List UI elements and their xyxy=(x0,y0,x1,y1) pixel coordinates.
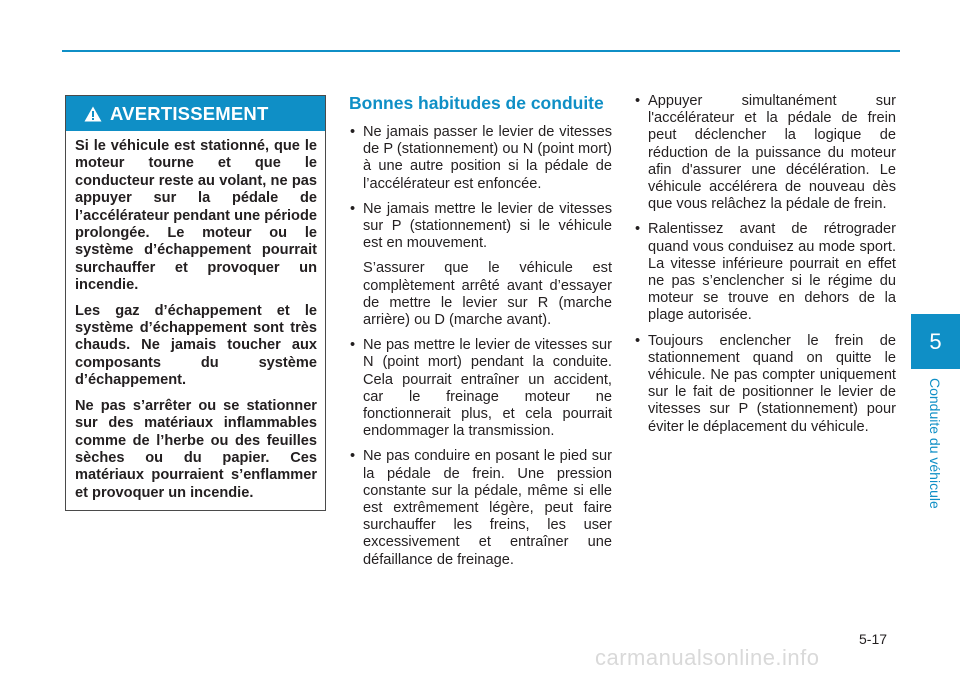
list-item xyxy=(347,201,612,329)
list-item-text: • Ne jamais passer le levier de vitesses de P (stationnement) ou N (point mort) à une autre position si la pédale de l’accélérateur est enfoncée. xyxy=(363,124,612,192)
column-middle xyxy=(347,93,612,577)
list-item xyxy=(632,333,896,436)
warning-triangle-icon xyxy=(84,106,102,122)
warning-paragraph: Ne pas s’arrêter ou se stationner sur des matériaux inflammables comme de l’herbe ou des feuilles sèches ou du papier. Ces matériaux pourraient s’enflammer et provoquer un incendie. xyxy=(75,397,317,501)
list-item xyxy=(347,337,612,440)
page-number: 5-17 xyxy=(859,631,888,647)
header-rule xyxy=(62,50,900,52)
list-item xyxy=(632,93,896,213)
list-item-text: S’assurer que le véhicule est complètement arrêté avant d’essayer de mettre le levier sur R (marche arrière) ou D (marche avant). xyxy=(363,260,612,329)
list-item-text: • Appuyer simultanément sur l'accélérateur et la pédale de frein peut déclencher la logique de réduction de la puissance du moteur afin d'assurer une décélération. Le véhicule accélérera de nouveau dès que vous relâchez la pédale de frein. xyxy=(648,93,896,213)
list-item-text: • Toujours enclencher le frein de stationnement quand on quitte le véhicule. Ne pas compter uniquement sur le fait de positionner le levier de vitesses sur P (stationnement) pour éviter le déplacement du véhicule. xyxy=(648,332,896,435)
list-item xyxy=(347,448,612,568)
bullet-list xyxy=(632,93,896,436)
list-item-text: • Ne jamais mettre le levier de vitesses sur P (stationnement) si le véhicule est en mouvement. xyxy=(363,200,612,252)
warning-header xyxy=(66,96,325,131)
list-item-text: • Ne pas mettre le levier de vitesses sur N (point mort) pendant la conduite. Cela pourrait entraîner un accident, car le freinage moteur ne fonctionnerait plus, et cela pourrait endommager la transmission. xyxy=(363,337,612,440)
chapter-tab: 5 xyxy=(911,314,960,369)
list-item-text: • Ralentissez avant de rétrograder quand vous conduisez au mode sport. La vitesse inférieure pourrait en effet ne pas s’enclencher si le régime du moteur se trouve en dehors de la plage autorisée. xyxy=(648,221,896,324)
bullet-list xyxy=(347,124,612,569)
list-item xyxy=(632,221,896,324)
warning-title: AVERTISSEMENT xyxy=(110,102,269,124)
warning-paragraph: Les gaz d’échappement et le système d’échappement sont très chauds. Ne jamais toucher aux composants du système d’échappement. xyxy=(75,302,317,389)
column-right xyxy=(632,93,896,444)
watermark: carmanualsonline.info xyxy=(595,645,820,670)
section-title: Bonnes habitudes de conduite xyxy=(349,93,604,113)
warning-box xyxy=(65,95,326,511)
list-item-text: • Ne pas conduire en posant le pied sur la pédale de frein. Une pression constante sur la pédale, même si elle est extrêmement légère, peut faire surchauffer les freins, les user excessivement et entraîner une défaillance de freinage. xyxy=(363,448,612,568)
chapter-label: Conduite du véhicule xyxy=(927,377,943,509)
warning-body xyxy=(66,131,325,502)
warning-paragraph: Si le véhicule est stationné, que le moteur tourne et que le conducteur reste au volant, ne pas appuyer sur la pédale de l’accélérateur pendant une période prolongée. Le moteur ou le système d’échappement pourrait surchauffer et provoquer un incendie. xyxy=(75,138,317,294)
list-item xyxy=(347,124,612,193)
